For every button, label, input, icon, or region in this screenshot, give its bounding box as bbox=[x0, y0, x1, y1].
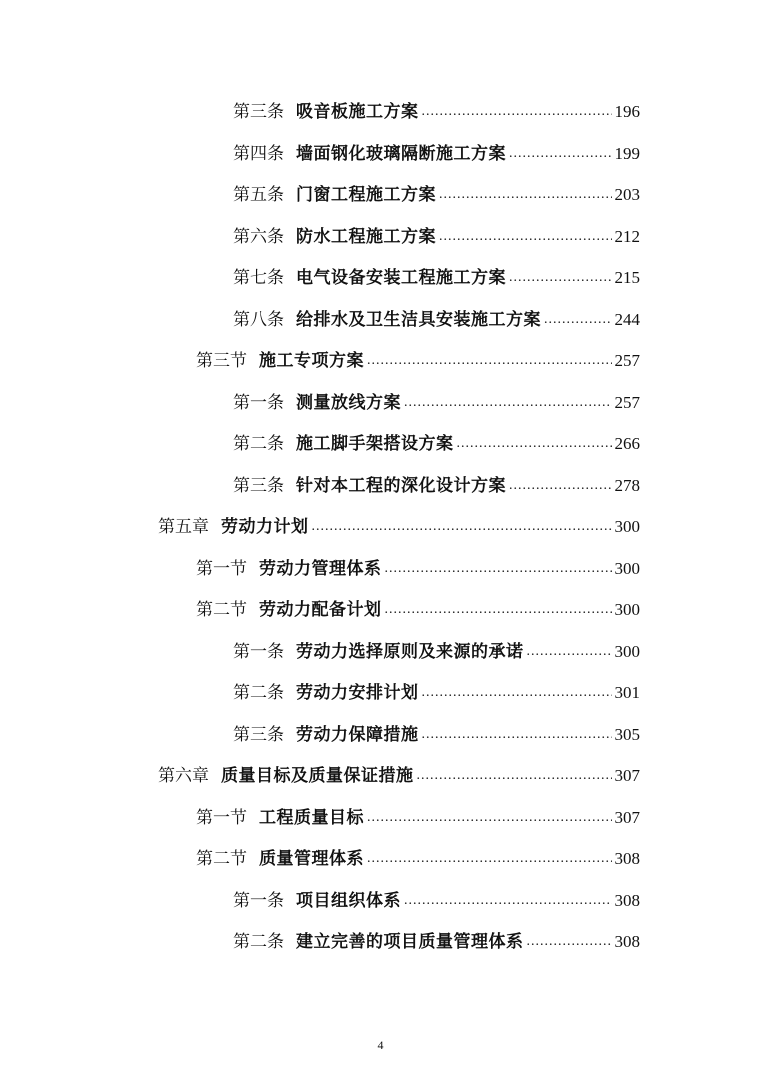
toc-leader-dots bbox=[367, 807, 612, 829]
toc-entry-number: 第五条 bbox=[233, 185, 284, 205]
toc-entry-number: 第一条 bbox=[233, 642, 284, 662]
toc-entry-number: 第一节 bbox=[196, 559, 247, 579]
toc-entry-page: 212 bbox=[614, 227, 640, 246]
toc-entry-number: 第三条 bbox=[233, 102, 284, 122]
toc-leader-dots bbox=[367, 350, 612, 372]
toc-entry[interactable] bbox=[233, 386, 640, 414]
toc-leader-dots bbox=[417, 765, 612, 787]
toc-entry-title: 劳动力安排计划 bbox=[296, 683, 419, 703]
toc-entry-page: 300 bbox=[614, 642, 640, 661]
toc-leader-dots bbox=[385, 558, 612, 580]
toc-leader-dots bbox=[404, 392, 612, 414]
toc-entry-page: 215 bbox=[614, 268, 640, 287]
toc-entry-number: 第一节 bbox=[196, 808, 247, 828]
toc-leader-dots bbox=[422, 724, 612, 746]
toc-entry-page: 308 bbox=[614, 891, 640, 910]
toc-entry-title: 吸音板施工方案 bbox=[296, 102, 419, 122]
footer-page-number: 4 bbox=[377, 1038, 384, 1052]
toc-entry-number: 第二条 bbox=[233, 434, 284, 454]
toc-entry[interactable] bbox=[233, 95, 640, 123]
toc-entry-page: 203 bbox=[614, 185, 640, 204]
toc-entry-title: 给排水及卫生洁具安装施工方案 bbox=[296, 310, 541, 330]
toc-leader-dots bbox=[422, 101, 612, 123]
toc-leader-dots bbox=[404, 890, 612, 912]
toc-entry[interactable] bbox=[233, 303, 640, 331]
toc-entry[interactable] bbox=[196, 842, 640, 870]
toc-entry-number: 第七条 bbox=[233, 268, 284, 288]
toc-entry-page: 307 bbox=[614, 808, 640, 827]
toc-entry[interactable] bbox=[233, 178, 640, 206]
toc-entry[interactable] bbox=[158, 510, 640, 538]
toc-leader-dots bbox=[439, 226, 612, 248]
toc-entry[interactable] bbox=[196, 593, 640, 621]
toc-entry[interactable] bbox=[158, 759, 640, 787]
toc-entry-number: 第五章 bbox=[158, 517, 209, 537]
toc-leader-dots bbox=[422, 682, 612, 704]
toc-entry-title: 劳动力保障措施 bbox=[296, 725, 419, 745]
toc-leader-dots bbox=[527, 641, 612, 663]
toc-entry-page: 305 bbox=[614, 725, 640, 744]
toc-entry-title: 门窗工程施工方案 bbox=[296, 185, 436, 205]
toc-entry-title: 劳动力配备计划 bbox=[259, 600, 382, 620]
toc-entry[interactable] bbox=[233, 469, 640, 497]
toc-entry-page: 308 bbox=[614, 932, 640, 951]
toc-entry-page: 257 bbox=[614, 351, 640, 370]
toc-leader-dots bbox=[439, 184, 612, 206]
toc-entry-title: 劳动力选择原则及来源的承诺 bbox=[296, 642, 524, 662]
toc-entry-title: 项目组织体系 bbox=[296, 891, 401, 911]
toc-entry-number: 第六条 bbox=[233, 227, 284, 247]
toc-entry-number: 第一条 bbox=[233, 393, 284, 413]
toc-entry-title: 质量管理体系 bbox=[259, 849, 364, 869]
toc-leader-dots bbox=[509, 475, 612, 497]
toc-leader-dots bbox=[527, 931, 612, 953]
toc-entry[interactable] bbox=[233, 718, 640, 746]
toc-entry-number: 第一条 bbox=[233, 891, 284, 911]
toc-entry-page: 199 bbox=[614, 144, 640, 163]
toc-entry-number: 第四条 bbox=[233, 144, 284, 164]
toc-entry[interactable] bbox=[233, 261, 640, 289]
toc-entry-page: 300 bbox=[614, 559, 640, 578]
toc-entry-title: 劳动力计划 bbox=[221, 517, 309, 537]
toc-entry-number: 第二条 bbox=[233, 683, 284, 703]
toc-leader-dots bbox=[544, 309, 612, 331]
toc-leader-dots bbox=[457, 433, 612, 455]
toc-entry-page: 300 bbox=[614, 600, 640, 619]
toc-entry-title: 防水工程施工方案 bbox=[296, 227, 436, 247]
toc-entry[interactable] bbox=[233, 884, 640, 912]
toc-entry[interactable] bbox=[196, 344, 640, 372]
toc-entry[interactable] bbox=[196, 552, 640, 580]
toc-entry-page: 266 bbox=[614, 434, 640, 453]
toc-entry[interactable] bbox=[233, 220, 640, 248]
toc-entry-title: 针对本工程的深化设计方案 bbox=[296, 476, 506, 496]
toc-entry[interactable] bbox=[233, 925, 640, 953]
toc-entry-title: 劳动力管理体系 bbox=[259, 559, 382, 579]
toc-entry[interactable] bbox=[233, 137, 640, 165]
toc-entry[interactable] bbox=[233, 676, 640, 704]
toc-entry-number: 第六章 bbox=[158, 766, 209, 786]
toc-entry[interactable] bbox=[196, 801, 640, 829]
toc-entry-title: 墙面钢化玻璃隔断施工方案 bbox=[296, 144, 506, 164]
toc-entry-title: 工程质量目标 bbox=[259, 808, 364, 828]
toc-entry-page: 196 bbox=[614, 102, 640, 121]
toc-entry-number: 第二条 bbox=[233, 932, 284, 952]
toc-entry-page: 257 bbox=[614, 393, 640, 412]
toc-entry-title: 质量目标及质量保证措施 bbox=[221, 766, 414, 786]
toc-entry-page: 278 bbox=[614, 476, 640, 495]
toc-entry-page: 308 bbox=[614, 849, 640, 868]
toc-entry-number: 第三节 bbox=[196, 351, 247, 371]
toc-entry-title: 电气设备安装工程施工方案 bbox=[296, 268, 506, 288]
toc-leader-dots bbox=[385, 599, 612, 621]
toc-entry-title: 测量放线方案 bbox=[296, 393, 401, 413]
toc-entry-number: 第三条 bbox=[233, 725, 284, 745]
toc-leader-dots bbox=[509, 143, 612, 165]
toc-entry-number: 第八条 bbox=[233, 310, 284, 330]
toc-entry-number: 第二节 bbox=[196, 600, 247, 620]
toc-leader-dots bbox=[367, 848, 612, 870]
toc-entry-title: 施工脚手架搭设方案 bbox=[296, 434, 454, 454]
toc-entry-page: 244 bbox=[614, 310, 640, 329]
toc-entry-page: 300 bbox=[614, 517, 640, 536]
toc-entry-number: 第三条 bbox=[233, 476, 284, 496]
toc-entry-number: 第二节 bbox=[196, 849, 247, 869]
toc-entry[interactable] bbox=[233, 427, 640, 455]
toc-entry-page: 301 bbox=[614, 683, 640, 702]
toc-entry-title: 施工专项方案 bbox=[259, 351, 364, 371]
toc-leader-dots bbox=[509, 267, 612, 289]
toc-entry-page: 307 bbox=[614, 766, 640, 785]
toc-leader-dots bbox=[312, 516, 612, 538]
toc-entry-title: 建立完善的项目质量管理体系 bbox=[296, 932, 524, 952]
toc-entry[interactable] bbox=[233, 635, 640, 663]
